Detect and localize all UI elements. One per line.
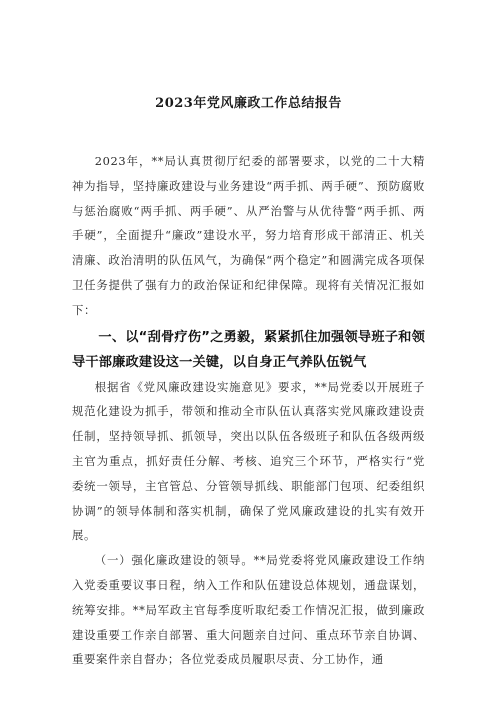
subsection-1-label: （一） [94,553,132,568]
section-1-heading: 一、以“刮骨疗伤”之勇毅，紧紧抓住加强领导班子和领导干部廉政建设这一关键，以自身正气养队伍锐气 [72,329,425,370]
subsection-1-text: 强化廉政建设的领导。**局党委将党风廉政建设工作纳入党委重要议事日程，纳入工作和队伍建设总体规划，通盘谋划，统筹安排。**局军政主官每季度听取纪委工作情况汇报，做到廉政建设重要工作亲自部署、重大问题亲自过问、重点环节亲自协调、重要案件亲自督办；各位党委成员履职尽责、分工协作，通 [72,553,425,667]
intro-paragraph: 2023年，**局认真贯彻厅纪委的部署要求，以党的二十大精神为指导，坚持廉政建设与业务建设“两手抓、两手硬”、预防腐败与惩治腐败“两手抓、两手硬”、从严治警与从优待警“两手抓、两手硬”，全面提升“廉政”建设水平，努力培育形成干部清正、机关清廉、政治清明的队伍风气，为确保“两个稳定”和圆满完成各项保卫任务提供了强有力的政治保证和纪律保障。现将有关情况汇报如下： [72,154,425,317]
subsection-1-paragraph [72,548,425,672]
section-1-body: 根据省《党风廉政建设实施意见》要求，**局党委以开展班子规范化建设为抓手，带领和推动全市队伍认真落实党风廉政建设责任制，坚持领导抓、抓领导，突出以队伍各级班子和队伍各级两级主官为重点，抓好责任分解、考核、追究三个环节，严格实行“党委统一领导，主官管总、分管领导抓线、职能部门包项、纪委组织协调”的领导体制和落实机制，确保了党风廉政建设的扎实有效开展。 [72,379,425,543]
document-title: 2023年党风廉政工作总结报告 [155,96,342,111]
